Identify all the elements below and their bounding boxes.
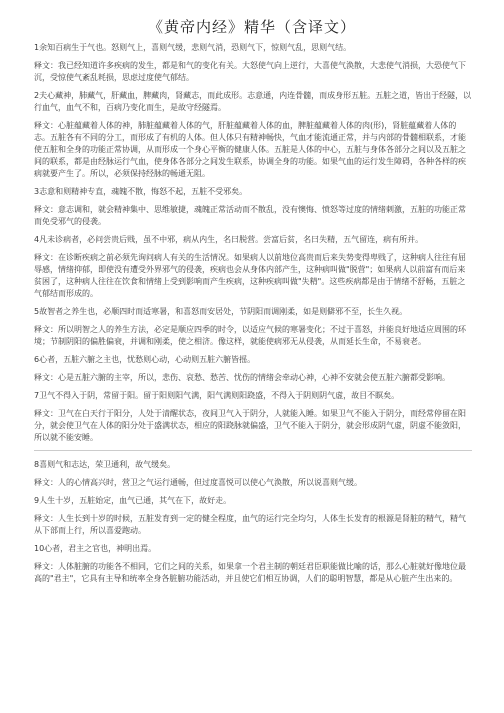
section-divider xyxy=(34,450,472,451)
document-body xyxy=(34,42,472,591)
paragraph-2-translation: 释文：心脏蕴藏着人体的神，肺脏蕴藏着人体的气，肝脏蕴藏着人体的血，脾脏蕴藏着人体的肉(形)，肾脏蕴藏着人体的志。五脏各有不同的分工，而形成了有机的人体。但人体只有精神畅快，气血才能流通正常，并与内部的骨髓相联系，才能使五脏和全身的功能正常协调，从而形成一个身心平衡的健康人体。五脏是人体的中心，五脏与身体各部分之间以及五脏之间的联系，都是由经脉运行气血，使身体各部分之间发生联系，协调全身的功能。如果气血的运行发生障碍，各种各样的疾病就要产生了。所以，必须保持经脉的畅通无阻。 xyxy=(34,121,466,178)
paragraph-8-source: 8喜则气和志达，荣卫通利，故气缓矣。 xyxy=(34,460,176,469)
paragraph-10-translation: 释文：人体脏腑的功能各不相同，它们之间的关系，如果拿一个君主制的朝廷君臣职能做比喻的话，那么心脏就好像地位最高的"君主"，它具有主导和统率全身各脏腑功能活动，并且使它们相互协调，人们的聪明智慧，都是从心脏产生出来的。 xyxy=(34,562,466,583)
paragraph-4-source: 4凡未诊病者，必问尝贵后贱，虽不中邪，病从内生，名曰脱营。尝富后贫，名曰失精，五气留连，病有所并。 xyxy=(34,235,424,244)
paragraph-6-source: 6心者，五脏六腑之主也，忧愁则心动，心动则五脏六腑皆摇。 xyxy=(34,355,256,364)
paragraph-7-translation: 释文：卫气在白天行于阳分，人处于清醒状态，夜间卫气入于阴分，人就能入睡。如果卫气不能入于阴分，而经常停留在阳分，就会使卫气在人体的阳分处于盛满状态，相应的阳跷脉就偏盛，卫气不能入于阴分，就会形成阴气虚，阴虚不能敛阳，所以就不能安睡。 xyxy=(34,409,466,442)
paragraph-5-source: 5故智者之养生也，必顺四时而适寒暑，和喜怒而安居处，节阴阳而调刚柔，如是则僻邪不至，长生久视。 xyxy=(34,307,408,316)
paragraph-6-translation: 释文：心是五脏六腑的主宰，所以，悲伤、哀愁、愁苦、忧伤的情绪会牵动心神，心神不安就会使五脏六腑都受影响。 xyxy=(34,373,450,382)
paragraph-9-source: 9人生十岁，五脏始定，血气已通，其气在下，故好走。 xyxy=(34,496,232,505)
paragraph-3-source: 3志意和则精神专直，魂魄不散，悔怒不起，五脏不受邪矣。 xyxy=(34,187,248,196)
paragraph-9-translation: 释文：人生长到十岁的时候，五脏发育到一定的健全程度，血气的运行完全均匀，人体生长发育的根源是肾脏的精气，精气从下部而上行，所以喜爱跑动。 xyxy=(34,514,466,535)
paragraph-4-translation: 释文：在诊断疾病之前必须先询问病人有关的生活情况。如果病人以前地位高贵而后来失势变得卑贱了，这种病人往往有屈辱感，情绪抑郁，即使没有遭受外界邪气的侵袭，疾病也会从身体内部产生，这种病叫做"脱营"；如果病人以前富有而后来贫困了，这种病人往往在饮食和情绪上受到影响而产生疾病，这种疾病叫做"失精"。这些疾病都是由于情绪不舒畅，五脏之气郁结而形成的。 xyxy=(34,253,466,298)
paragraph-1-translation: 释文：我已经知道许多疾病的发生，都是和气的变化有关。大怒使气向上逆行，大喜使气涣散，大悲使气消损，大恐使气下沉，受惊使气紊乱耗损，思虑过度使气郁结。 xyxy=(34,61,466,82)
paragraph-2-source: 2夫心藏神，肺藏气，肝藏血，脾藏肉，肾藏志，而此成形。志意通，内连骨髓，而成身形五脏。五脏之道，皆出于经隧，以行血气，血气不和，百病乃变化而生，是故守经隧焉。 xyxy=(34,91,472,112)
paragraph-8-translation: 释文：人的心情高兴时，营卫之气运行通畅，但过度喜悦可以使心气涣散，所以说喜则气缓。 xyxy=(34,478,362,487)
paragraph-1-source: 1余知百病生于气也。怒则气上，喜则气缓，悲则气消，恐则气下，惊则气乱，思则气结。 xyxy=(34,43,352,52)
paragraph-10-source: 10心者，君主之官也，神明出焉。 xyxy=(34,544,157,553)
paragraph-7-source: 7卫气不得入于阴，常留于阳。留于阳则阳气满，阳气满则阳跷盛，不得入于阴则阴气虚，故目不瞑矣。 xyxy=(34,391,400,400)
document-title: 《黄帝内经》精华（含译文） xyxy=(147,18,356,36)
paragraph-5-translation: 释文：所以明智之人的养生方法，必定是顺应四季的时令，以适应气候的寒暑变化；不过于喜怒，并能良好地适应周围的环境；节制阴阳的偏胜偏衰，并调和刚柔，使之相济。像这样，就能使病邪无从侵袭，从而延长生命，不易衰老。 xyxy=(34,325,466,346)
paragraph-3-translation: 释文：意志调和，就会精神集中、思维敏捷，魂魄正常活动而不散乱，没有懊悔、愤怒等过度的情绪刺激，五脏的功能正常而免受邪气的侵袭。 xyxy=(34,205,466,226)
